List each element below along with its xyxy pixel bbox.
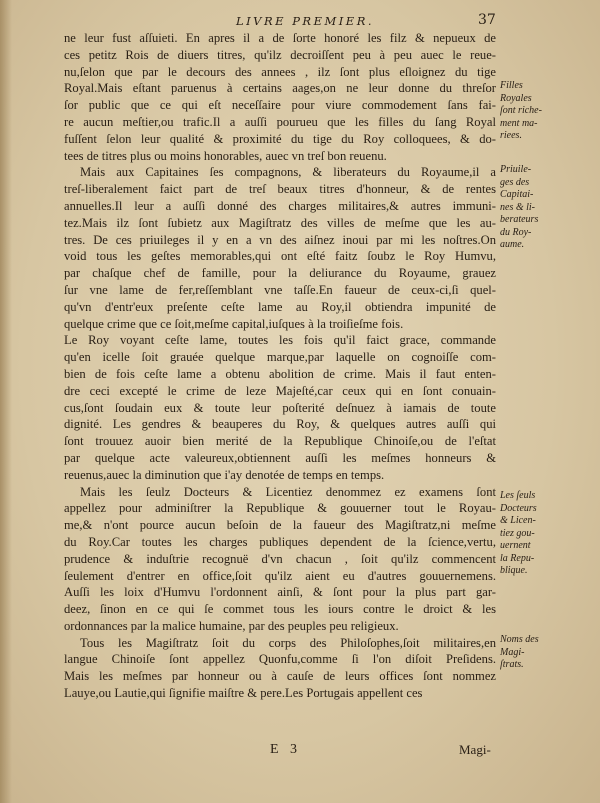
text-line: annuelles.Il leur a auſſi donné des charges militaires,& autres immuni-: [64, 198, 496, 213]
margin-note-line: berateurs: [500, 214, 539, 225]
text-line: ces petitz Rois de diuers titres, qu'ilz decroiſſent peu à peu auec le reue-: [64, 47, 496, 62]
text-line: ſor public que ce qui eſt neceſſaire pour viure commodement ſans fai-: [64, 98, 496, 113]
text-line: Mais les ſeulz Docteurs & Licentiez denommez ez examens ſont: [80, 484, 496, 499]
text-line: cus,ſont ſoudain eux & toute leur poſterité deſnuez à iamais de toute: [64, 400, 496, 415]
margin-note-line: tiez gou-: [500, 527, 535, 539]
text-line: deez, ſinon en ce qui ſe commet tous les iours contre le droict & les: [64, 602, 496, 617]
text-line: langue Chinoiſe ſont appellez Quonfu,comme ſi l'on diſoit Preſidens.: [64, 652, 496, 667]
text-line: re aucun meſtier,ou trafic.Il a auſſi pourueu que les filles du ſang Royal: [64, 114, 496, 129]
margin-note-line: & Licen-: [500, 515, 536, 526]
text-line: void tous les geſtes memorables,qui ont eſté faitz ſoubz le Roy Humvu,: [64, 249, 496, 264]
margin-note: [500, 164, 596, 252]
margin-note: [500, 634, 596, 672]
margin-note-line: Magi-: [500, 646, 525, 658]
text-line: Royal.Mais eſtant paruenus à certains aages,on ne leur donne du threſor: [64, 81, 496, 96]
margin-note-line: uernent: [500, 540, 531, 551]
margin-note-line: Capitai-: [500, 189, 534, 200]
text-line: qu'vn d'entr'eux preſente ceſte lame au Roy,il obtiendra impunité de: [64, 299, 496, 314]
margin-note-line: ges des: [500, 176, 530, 188]
text-line: Auſſi les loix d'Humvu l'ordonnent ainſi, & ſont pour la plus part gar-: [64, 585, 496, 600]
page-edge-shadow: [0, 0, 12, 803]
text-line: ſeulement d'entrer en office,ſoit qu'ilz aient eu d'autres gouuernemens.: [64, 568, 496, 583]
text-line: dre ceci excepté le crime de leze Majeſté,car ceux qui en ſont conuain-: [64, 383, 496, 398]
text-line: ne leur fust aſſuieti. En apres il a de ſorte honoré les filz & nepueux de: [64, 31, 496, 45]
text-line: quelque crime que ce ſoit,meſme capital,iuſques à la troiſieſme fois.: [64, 316, 404, 331]
text-line: ſont trouuez auoir bien merité de la Republique Chinoiſe,ou de l'eſtat: [64, 434, 496, 449]
margin-note-line: riees.: [500, 130, 522, 141]
margin-note-line: du Roy-: [500, 226, 532, 238]
margin-note-line: ſtrats.: [500, 659, 524, 670]
text-line: Tous les Magiſtratz ſoit du corps des Philoſophes,ſoit militaires,en: [80, 635, 496, 650]
text-line: appellez pour adminiſtrer la Republique & gouuerner tout le Royau-: [64, 501, 496, 516]
margin-note-line: ment ma-: [500, 117, 538, 129]
margin-note-line: ſont riche-: [500, 105, 542, 116]
text-line: dignité. Les gendres & beauperes du Roy, & quelques autres auſſi qui: [64, 417, 496, 432]
margin-note-line: aume.: [500, 239, 525, 250]
text-line: tez.Mais ilz ſont ſubietz aux Magiſtratz des villes de meſme que les au-: [64, 215, 496, 230]
margin-note: [500, 80, 596, 143]
catchword: Magi-: [459, 742, 491, 757]
running-head: LIVRE PREMIER.: [236, 14, 375, 28]
margin-note-line: nes & li-: [500, 201, 535, 213]
margin-note-line: Noms des: [500, 634, 539, 645]
text-line: fuſſent ſelon leur qualité & proximité du tige du Roy colloquees, & do-: [64, 131, 496, 146]
text-line: treſ-liberalement faict part de treſ beaux titres d'honneur, & de rentes: [64, 182, 496, 197]
text-line: me,& n'ont pource aucun beſoin de la faueur des Magiſtratz,ni meſme: [64, 518, 496, 533]
margin-note: [500, 490, 596, 578]
text-line: nu,ſelon que par le decours des annees , ilz ſont plus eſloignez du tige: [64, 64, 496, 79]
text-line: tees de titres plus ou moins honorables, auec vn treſ bon reuenu.: [64, 148, 387, 163]
text-line: Le Roy voyant ceſte lame, toutes les fois qu'il faict grace, commande: [64, 333, 496, 348]
text-line: par quelque acte valeureux,obtiennent auſſi les meſmes honneurs &: [64, 450, 496, 465]
text-line: du Roy.Car toutes les charges publiques dependent de la ſcience,vertu,: [64, 534, 496, 549]
text-line: bien de fois ceſte lame a obtenu abolition de crime. Mais il faut enten-: [64, 366, 496, 381]
text-line: tres. De ces priuileges il y en a vn des aiſnez inoui par mi les noſtres.On: [64, 232, 496, 247]
margin-note-line: Priuile-: [500, 164, 532, 175]
page-number: 37: [478, 12, 496, 28]
margin-note-line: Royales: [500, 92, 532, 104]
signature-mark: E 3: [270, 742, 302, 757]
text-line: reuenus,auec la diminution que i'ay denotée de temps en temps.: [64, 467, 385, 482]
margin-note-line: Les ſeuls: [500, 490, 536, 501]
text-line: Mais aux Capitaines ſes compagnons, & liberateurs du Royaume,il a: [80, 165, 496, 180]
margin-note-line: Docteurs: [500, 502, 537, 514]
margin-note-line: la Repu-: [500, 552, 535, 564]
margin-note-line: Filles: [500, 80, 523, 91]
text-line: par chaſque chef de famille, pour la deliurance du Royaume, grauez: [64, 266, 496, 281]
body-text: [64, 30, 496, 702]
text-line: ſur vne lame de fer,reſſemblant vne taſſe.En faueur de ceux-ci,ſi quel-: [64, 282, 496, 297]
text-line: Mais les meſmes par honneur ou à cauſe de leurs offices ſont nommez: [64, 669, 496, 684]
margin-note-line: blique.: [500, 565, 528, 576]
text-line: prudence & induſtrie recognuë d'vn chacun , ſoit qu'ilz commencent: [64, 551, 496, 566]
text-line: ordonnances par la malice humaine, par des peuples peu religieux.: [64, 618, 399, 633]
text-line: Lauye,ou Lautie,qui ſignifie maiſtre & pere.Les Portugais appellent ces: [64, 686, 423, 701]
text-line: qu'en icelle ſoit grauée quelque marque,par laquelle on cognoiſſe com-: [64, 350, 496, 365]
